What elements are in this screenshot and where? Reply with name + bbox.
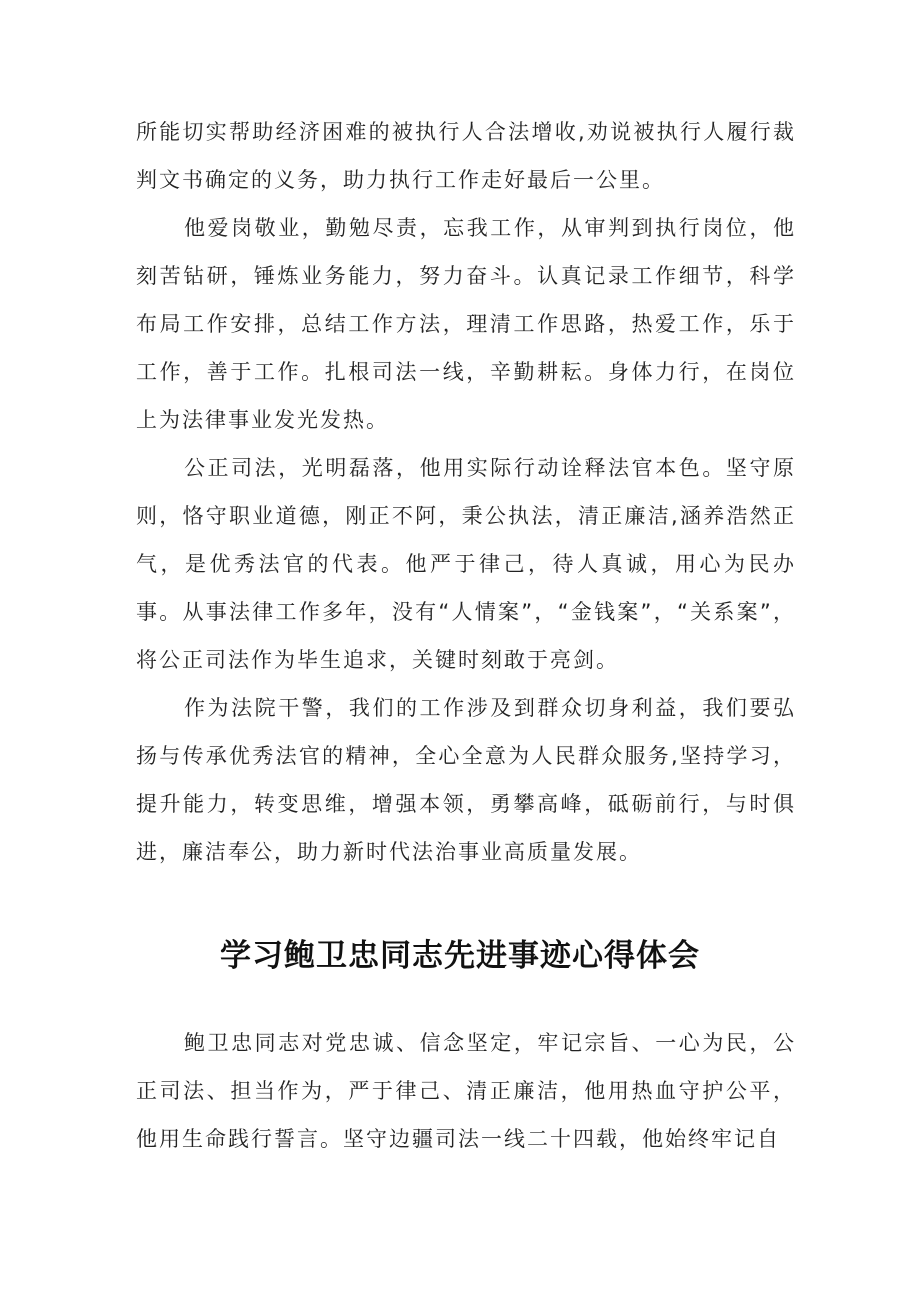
article-title: 学习鲍卫忠同志先进事迹心得体会 [220,938,700,974]
body-paragraph: 他爱岗敬业，勤勉尽责，忘我工作，从审判到执行岗位，他刻苦钻研，锤炼业务能力，努力奋斗。认真记录工作细节，科学布局工作安排，总结工作方法，理清工作思路，热爱工作，乐于工作，善于工作。扎根司法一线，辛勤耕耘。身体力行，在岗位上为法律事业发光发热。 [136,216,796,432]
continuation-paragraph: 所能切实帮助经济困难的被执行人合法增收,劝说被执行人履行裁判文书确定的义务，助力执行工作走好最后一公里。 [136,120,796,192]
body-paragraph: 鲍卫忠同志对党忠诚、信念坚定，牢记宗旨、一心为民，公正司法、担当作为，严于律己、清正廉洁，他用热血守护公平，他用生命践行誓言。坚守边疆司法一线二十四载，他始终牢记自 [136,1031,796,1151]
body-paragraph: 作为法院干警，我们的工作涉及到群众切身利益，我们要弘扬与传承优秀法官的精神，全心全意为人民群众服务,坚持学习，提升能力，转变思维，增强本领，勇攀高峰，砥砺前行，与时俱进，廉洁奉公，助力新时代法治事业高质量发展。 [136,696,796,864]
article-body [136,1019,796,1163]
body-paragraph: 公正司法，光明磊落，他用实际行动诠释法官本色。坚守原则，恪守职业道德，刚正不阿，秉公执法，清正廉洁,涵养浩然正气，是优秀法官的代表。他严于律己，待人真诚，用心为民办事。从事法律工作多年，没有“人情案”，“金钱案”，“关系案”，将公正司法作为毕生追求，关键时刻敢于亮剑。 [136,456,796,672]
previous-article-body [136,108,796,876]
